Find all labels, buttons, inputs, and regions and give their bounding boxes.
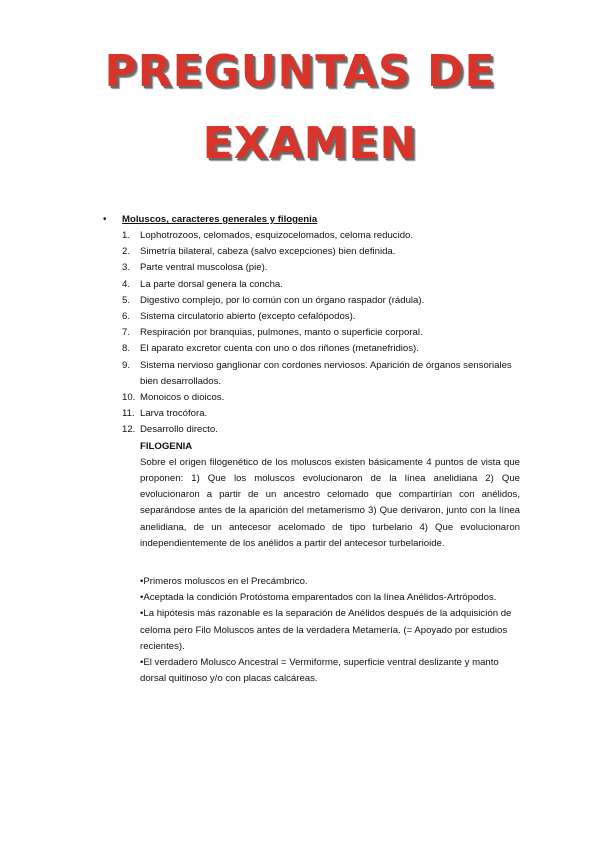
list-item bbox=[0, 390, 600, 406]
list-item bbox=[0, 228, 600, 244]
list-item-text: El aparato excretor cuenta con uno o dos riñones (metanefridios). bbox=[140, 343, 419, 355]
note-item: •Aceptada la condición Protóstoma emparentados con la línea Anélidos-Artrópodos. bbox=[140, 592, 497, 604]
list-item-text: Monoicos o dioicos. bbox=[140, 392, 225, 404]
section-title: Moluscos, caracteres generales y filogenia bbox=[122, 214, 318, 225]
list-item-number: 2. bbox=[122, 246, 131, 258]
list-item-number: 3. bbox=[122, 262, 131, 274]
list-item bbox=[0, 277, 600, 293]
list-item bbox=[0, 260, 600, 276]
list-item bbox=[0, 325, 600, 341]
note-item: •El verdadero Molusco Ancestral = Vermiforme, superficie ventral deslizante y manto dorsal quitinoso y/o con placas calcáreas. bbox=[140, 657, 499, 685]
list-item-number: 12. bbox=[122, 424, 136, 436]
list-item bbox=[0, 293, 600, 309]
filogenia-paragraph: Sobre el origen filogenético de los moluscos existen básicamente 4 puntos de vista que proponen: 1) Que los moluscos evolucionaron de la línea anelidiana 2) Que evolucionaron a partir de un ancestro celomado que compartirían con anélidos, separándose antes de la aparición del metamerismo 3) Que derivaron, junto con la línea anelidiana, de un antecesor acelomado de tipo turbelario 4) Que evolucionaron independientemente de los anélidos a partir del antecesor turbelarioide. bbox=[140, 456, 520, 549]
filogenia-block bbox=[0, 439, 600, 552]
list-item-text: Simetría bilateral, cabeza (salvo excepciones) bien definida. bbox=[140, 246, 396, 258]
list-item-number: 4. bbox=[122, 278, 131, 290]
list-item bbox=[0, 309, 600, 325]
list-item-number: 1. bbox=[122, 230, 131, 241]
document-body bbox=[0, 212, 600, 687]
list-item-number: 10. bbox=[122, 392, 136, 404]
list-item bbox=[0, 422, 600, 438]
list-item-text: Respiración por branquias, pulmones, manto o superficie corporal. bbox=[140, 327, 423, 339]
filogenia-heading: FILOGENIA bbox=[140, 440, 193, 452]
list-item bbox=[0, 244, 600, 260]
list-item-text: Lophotrozoos, celomados, esquizocelomados, celoma reducido. bbox=[140, 230, 414, 241]
list-item bbox=[0, 406, 600, 422]
list-item-text: Desarrollo directo. bbox=[140, 424, 218, 436]
note-item: •Primeros moluscos en el Precámbrico. bbox=[140, 576, 308, 588]
list-item-number: 6. bbox=[122, 311, 131, 323]
list-item-number: 8. bbox=[122, 343, 131, 355]
list-item-number: 11. bbox=[122, 408, 135, 420]
list-item-number: 5. bbox=[122, 294, 131, 306]
list-item-text: La parte dorsal genera la concha. bbox=[140, 278, 283, 290]
page-title-line-1: PREGUNTAS DE bbox=[104, 46, 496, 97]
list-item-text: Sistema nervioso ganglionar con cordones nerviosos. Aparición de órganos sensoriales bien desarrollados. bbox=[140, 359, 512, 387]
page-title-line-2: EXAMEN bbox=[202, 118, 418, 169]
list-item-number: 7. bbox=[122, 327, 131, 339]
list-item-text: Digestivo complejo, por lo común con un órgano raspador (rádula). bbox=[140, 294, 425, 306]
characteristics-list bbox=[0, 228, 600, 439]
list-item-text: Sistema circulatorio abierto (excepto cefalópodos). bbox=[140, 311, 356, 323]
list-item-number: 9. bbox=[122, 359, 131, 371]
section-heading bbox=[0, 212, 600, 228]
bullet-marker: • bbox=[103, 214, 107, 225]
note-item: •La hipótesis más razonable es la separación de Anélidos después de la adquisición de celoma pero Filo Moluscos antes de la verdadera Metamería. (= Apoyado por estudios recientes). bbox=[140, 608, 512, 652]
list-item bbox=[0, 341, 600, 357]
notes-list bbox=[0, 574, 600, 687]
list-item bbox=[0, 358, 600, 390]
list-item-text: Parte ventral muscolosa (pie). bbox=[140, 262, 268, 274]
list-item-text: Larva trocófora. bbox=[140, 408, 208, 420]
